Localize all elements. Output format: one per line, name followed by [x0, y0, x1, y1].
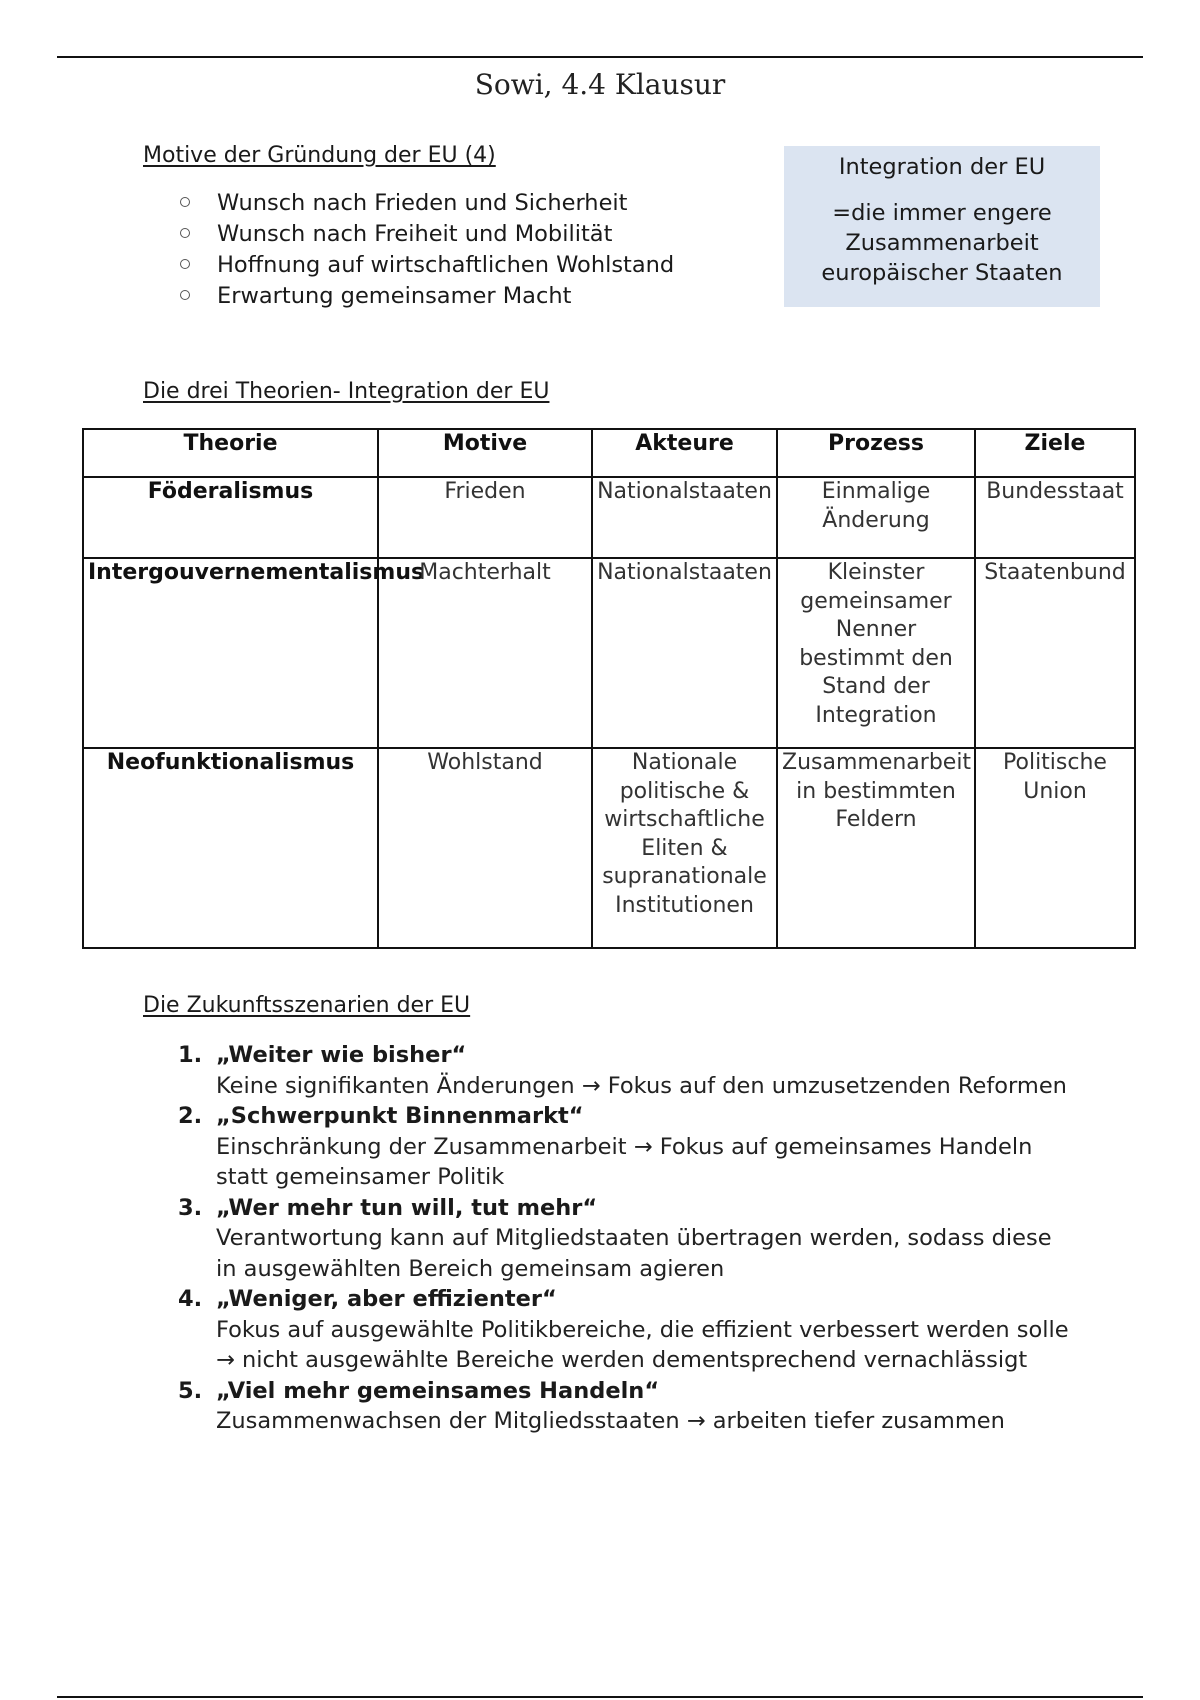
list-item: Hoffnung auf wirtschaftlichen Wohlstand [180, 250, 674, 281]
table-cell: Bundesstaat [975, 477, 1135, 558]
top-rule [57, 56, 1143, 58]
scenario-description: Verantwortung kann auf Mitgliedstaaten übertragen werden, sodass diese in ausgewählten Bereich gemeinsam agieren [216, 1225, 1052, 1282]
list-item [178, 1193, 1078, 1285]
table-cell: Nationalstaaten [592, 477, 777, 558]
scenario-title: „Viel mehr gemeinsames Handeln“ [216, 1377, 660, 1404]
table-cell: Politische Union [975, 748, 1135, 948]
table-cell: Einmalige Änderung [777, 477, 975, 558]
table-cell: Wohlstand [378, 748, 592, 948]
list-number: 4. [178, 1286, 203, 1312]
table-row [83, 748, 1135, 948]
bottom-rule [57, 1696, 1143, 1698]
scenarios-heading: Die Zukunftsszenarien der EU [143, 993, 471, 1018]
table-cell: Intergouvernementalismus [83, 558, 378, 748]
list-item: Wunsch nach Frieden und Sicherheit [180, 188, 674, 219]
list-number: 2. [178, 1103, 203, 1129]
scenario-title: „Weiter wie bisher“ [216, 1042, 467, 1068]
list-item [178, 1376, 1078, 1437]
table-cell: Nationalstaaten [592, 558, 777, 748]
circle-bullet-icon [180, 197, 190, 207]
table-cell: Machterhalt [378, 558, 592, 748]
table-cell: Staatenbund [975, 558, 1135, 748]
table-row [83, 477, 1135, 558]
scenario-description: Keine signifikanten Änderungen → Fokus auf den umzusetzenden Reformen [216, 1072, 1067, 1099]
scenario-title: „Weniger, aber effizienter“ [216, 1286, 557, 1312]
list-item [178, 1040, 1078, 1101]
scenario-description: Zusammenwachsen der Mitgliedsstaaten → arbeiten tiefer zusammen [216, 1408, 1005, 1434]
motives-heading: Motive der Gründung der EU (4) [143, 143, 496, 168]
table-cell: Neofunktionalismus [83, 748, 378, 948]
column-header: Prozess [777, 429, 975, 477]
theories-table [82, 428, 1136, 949]
motives-list [180, 188, 674, 312]
list-item [178, 1101, 1078, 1193]
list-item: Wunsch nach Freiheit und Mobilität [180, 219, 674, 250]
scenario-title: „Wer mehr tun will, tut mehr“ [216, 1194, 598, 1221]
scenario-description: Fokus auf ausgewählte Politikbereiche, die effizient verbessert werden solle → nicht ausgewählte Bereiche werden dementsprechend vernachlässigt [216, 1316, 1069, 1373]
table-cell: Frieden [378, 477, 592, 558]
scenarios-list [178, 1040, 1078, 1437]
table-cell: Föderalismus [83, 477, 378, 558]
column-header: Akteure [592, 429, 777, 477]
circle-bullet-icon [180, 228, 190, 238]
column-header: Ziele [975, 429, 1135, 477]
table-row [83, 558, 1135, 748]
table-cell: Zusammenarbeit in bestimmten Feldern [777, 748, 975, 948]
list-item: Erwartung gemeinsamer Macht [180, 281, 674, 312]
list-number: 3. [178, 1194, 203, 1221]
column-header: Motive [378, 429, 592, 477]
table-cell: Kleinster gemeinsamer Nenner bestimmt den Stand der Integration [777, 558, 975, 748]
page-title: Sowi, 4.4 Klausur [474, 68, 726, 101]
scenario-title: „Schwerpunkt Binnenmarkt“ [216, 1103, 584, 1129]
scenario-description: Einschränkung der Zusammenarbeit → Fokus auf gemeinsames Handeln statt gemeinsamer Politik [216, 1133, 1033, 1190]
table-cell: Nationale politische & wirtschaftliche Eliten & supranationale Institutionen [592, 748, 777, 948]
list-number: 5. [178, 1377, 203, 1404]
column-header: Theorie [83, 429, 378, 477]
circle-bullet-icon [180, 290, 190, 300]
table-header-row [83, 429, 1135, 477]
theories-heading: Die drei Theorien- Integration der EU [143, 379, 550, 404]
circle-bullet-icon [180, 259, 190, 269]
list-item [178, 1284, 1078, 1376]
integration-definition-box [784, 146, 1100, 307]
info-box-title: Integration der EU [838, 154, 1046, 180]
list-number: 1. [178, 1042, 203, 1068]
info-box-body: =die immer engere Zusammenarbeit europäischer Staaten [821, 200, 1063, 286]
